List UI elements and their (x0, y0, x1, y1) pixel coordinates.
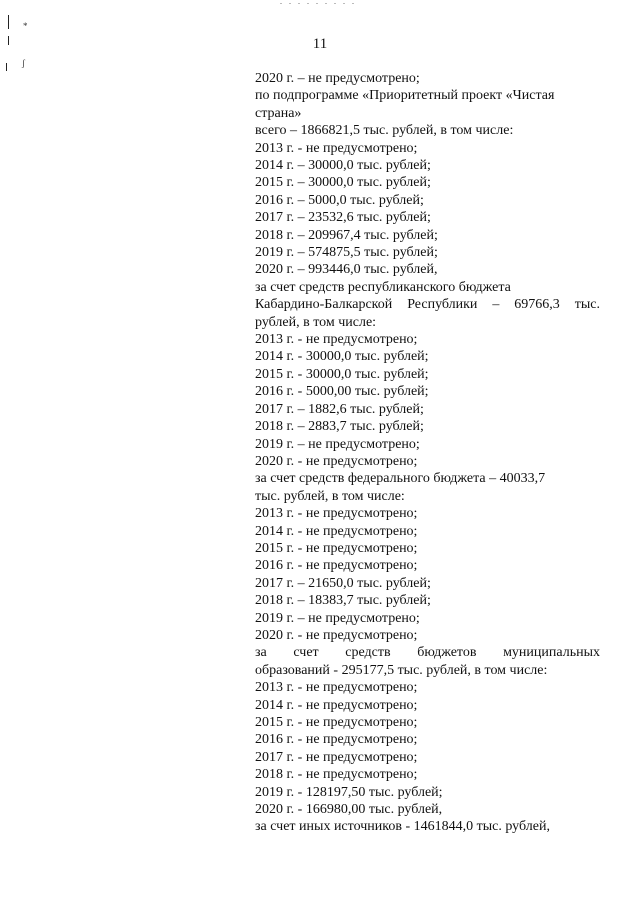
text-line: 2013 г. - не предусмотрено; (255, 140, 418, 156)
text-line: 2020 г. - 166980,00 тыс. рублей, (255, 802, 443, 818)
text-line: 2016 г. - 5000,00 тыс. рублей; (255, 384, 429, 400)
text-line: 2017 г. – 23532,6 тыс. рублей; (255, 210, 431, 226)
text-line: рублей, в том числе: (255, 314, 377, 330)
text-line: 2015 г. - не предусмотрено; (255, 540, 418, 556)
text-line: 2016 г. – 5000,0 тыс. рублей; (255, 192, 424, 208)
text-line: 2018 г. – 209967,4 тыс. рублей; (255, 227, 438, 243)
scan-smudge (280, 3, 360, 4)
page-number: 11 (312, 36, 328, 52)
text-line: 2015 г. - 30000,0 тыс. рублей; (255, 366, 429, 382)
text-line: 2013 г. - не предусмотрено; (255, 332, 418, 348)
text-line: тыс. рублей, в том числе: (255, 488, 405, 504)
text-line: 2019 г. - 128197,50 тыс. рублей; (255, 784, 443, 800)
text-line: 2020 г. - не предусмотрено; (255, 627, 418, 643)
text-line: 2020 г. – 993446,0 тыс. рублей, (255, 262, 438, 278)
text-line: 2018 г. – 18383,7 тыс. рублей; (255, 593, 431, 609)
text-line: 2020 г. – не предусмотрено; (255, 71, 420, 86)
text-line: за счет иных источников - 1461844,0 тыс. рублей, (255, 819, 550, 835)
text-line: 2013 г. - не предусмотрено; (255, 506, 418, 522)
text-line: 2017 г. – 1882,6 тыс. рублей; (255, 401, 424, 417)
text-line: 2014 г. - не предусмотрено; (255, 697, 418, 713)
text-line: всего – 1866821,5 тыс. рублей, в том числе: (255, 123, 514, 139)
text-line: 2018 г. – 2883,7 тыс. рублей; (255, 419, 424, 435)
text-line: 2017 г. - не предусмотрено; (255, 749, 418, 765)
text-line: 2017 г. – 21650,0 тыс. рублей; (255, 575, 431, 591)
text-line: Кабардино-Балкарской Республики – 69766,3 тыс. (255, 297, 600, 313)
text-line: 2015 г. - не предусмотрено; (255, 715, 418, 730)
text-line: за счет средств федерального бюджета – 40033,7 (255, 471, 546, 487)
text-line: по подпрограмме «Приоритетный проект «Чистая (255, 88, 555, 104)
text-line: 2014 г. - не предусмотрено; (255, 523, 418, 539)
text-line: 2016 г. - не предусмотрено; (255, 732, 418, 748)
text-line: образований - 295177,5 тыс. рублей, в том числе: (255, 662, 548, 678)
text-line: страна» (255, 105, 302, 121)
text-line: 2019 г. – не предусмотрено; (255, 436, 420, 452)
scan-speck: * (23, 21, 28, 31)
text-line: за счет средств бюджетов муниципальных (255, 645, 600, 661)
text-line: 2015 г. – 30000,0 тыс. рублей; (255, 175, 431, 191)
scan-margin-mark (8, 15, 9, 29)
text-line: 2019 г. – не предусмотрено; (255, 610, 420, 626)
text-line: 2019 г. – 574875,5 тыс. рублей; (255, 245, 438, 261)
text-line: 2014 г. – 30000,0 тыс. рублей; (255, 158, 431, 174)
text-line: 2014 г. - 30000,0 тыс. рублей; (255, 349, 429, 365)
text-line: 2016 г. - не предусмотрено; (255, 558, 418, 574)
document-body (255, 70, 600, 836)
text-line: 2013 г. - не предусмотрено; (255, 680, 418, 696)
text-line: 2018 г. - не предусмотрено; (255, 767, 418, 783)
scan-speck: ʃ (22, 58, 25, 68)
text-line: за счет средств республиканского бюджета (255, 279, 511, 295)
text-line: 2020 г. - не предусмотрено; (255, 453, 418, 469)
scan-margin-mark (6, 63, 7, 71)
